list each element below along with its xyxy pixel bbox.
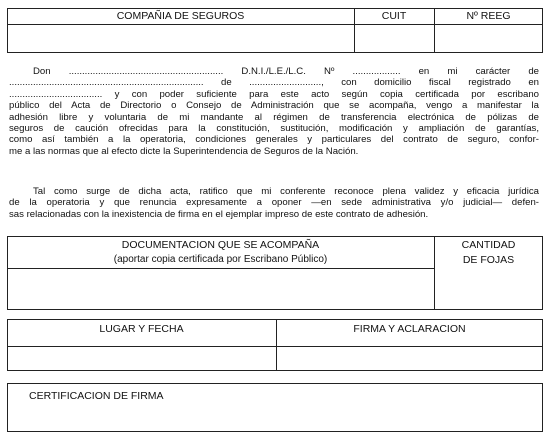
insurer-reg-field[interactable] bbox=[435, 25, 542, 52]
documents-subtitle: (aportar copia certificada por Escribano Público) bbox=[113, 254, 328, 265]
signature-field[interactable] bbox=[277, 347, 542, 370]
adhesion-declaration-paragraph bbox=[9, 66, 539, 157]
paragraph-line: como así también a la operatoria, condiciones generales y particulares del contrato de seguro, confor- bbox=[9, 134, 539, 146]
paragraph-line: Don .......................................................... D.N.I./L.E./L.C. Nº .................. en mi carácter de bbox=[33, 66, 539, 77]
paragraph-line: ................................... y con poder suficiente para este acto según copia certificada por escribano bbox=[9, 88, 539, 100]
certification-title: CERTIFICACION DE FIRMA bbox=[29, 390, 164, 402]
paragraph-line: ......................................................................... de ..........................., con domicilio fiscal registrado en bbox=[9, 77, 539, 89]
page-count-header-line1: CANTIDAD bbox=[461, 239, 516, 251]
paragraph-line: de la operatoria y que renuncia expresamente a oponer —en sede administrativa y/o judicial— defen- bbox=[9, 197, 539, 209]
paragraph-line: público del Acta de Directorio o Consejo de Administración que se acompaña, vengo a manifestar la bbox=[9, 100, 539, 112]
paragraph-line: sas relacionadas con la inexistencia de firma en el ejemplar impreso de este contrato de adhesión. bbox=[9, 208, 429, 220]
documents-title: DOCUMENTACION QUE SE ACOMPAÑA bbox=[121, 239, 320, 251]
signature-header: FIRMA Y ACLARACION bbox=[353, 323, 466, 335]
place-date-field[interactable] bbox=[8, 347, 275, 370]
paragraph-line: Tal como surge de dicha acta, ratifico que mi conferente reconoce plena validez y eficacia jurídica bbox=[33, 186, 539, 197]
paragraph-line: me a las normas que al efecto dicte la Superintendencia de Seguros de la Nación. bbox=[9, 145, 359, 157]
paragraph-line: adhesión libre y voluntaria de mi mandante al régimen de transferencia electrónica de pólizas de bbox=[9, 111, 539, 123]
ratification-paragraph bbox=[9, 186, 539, 220]
insurer-cuit-field[interactable] bbox=[355, 25, 433, 52]
insurer-reg-header: Nº REEG bbox=[466, 10, 511, 22]
place-date-header: LUGAR Y FECHA bbox=[99, 323, 184, 335]
insurer-company-field[interactable] bbox=[8, 25, 353, 52]
page-count-field[interactable] bbox=[435, 269, 542, 309]
insurer-cuit-header: CUIT bbox=[381, 10, 407, 22]
page-count-header-line2: DE FOJAS bbox=[462, 254, 515, 266]
documents-field[interactable] bbox=[8, 269, 433, 309]
insurer-company-header: COMPAÑIA DE SEGUROS bbox=[116, 10, 245, 22]
paragraph-line: seguros de caución ofrecidas para la constitución, sustitución, modificación y ampliación de garantías, bbox=[9, 123, 539, 135]
